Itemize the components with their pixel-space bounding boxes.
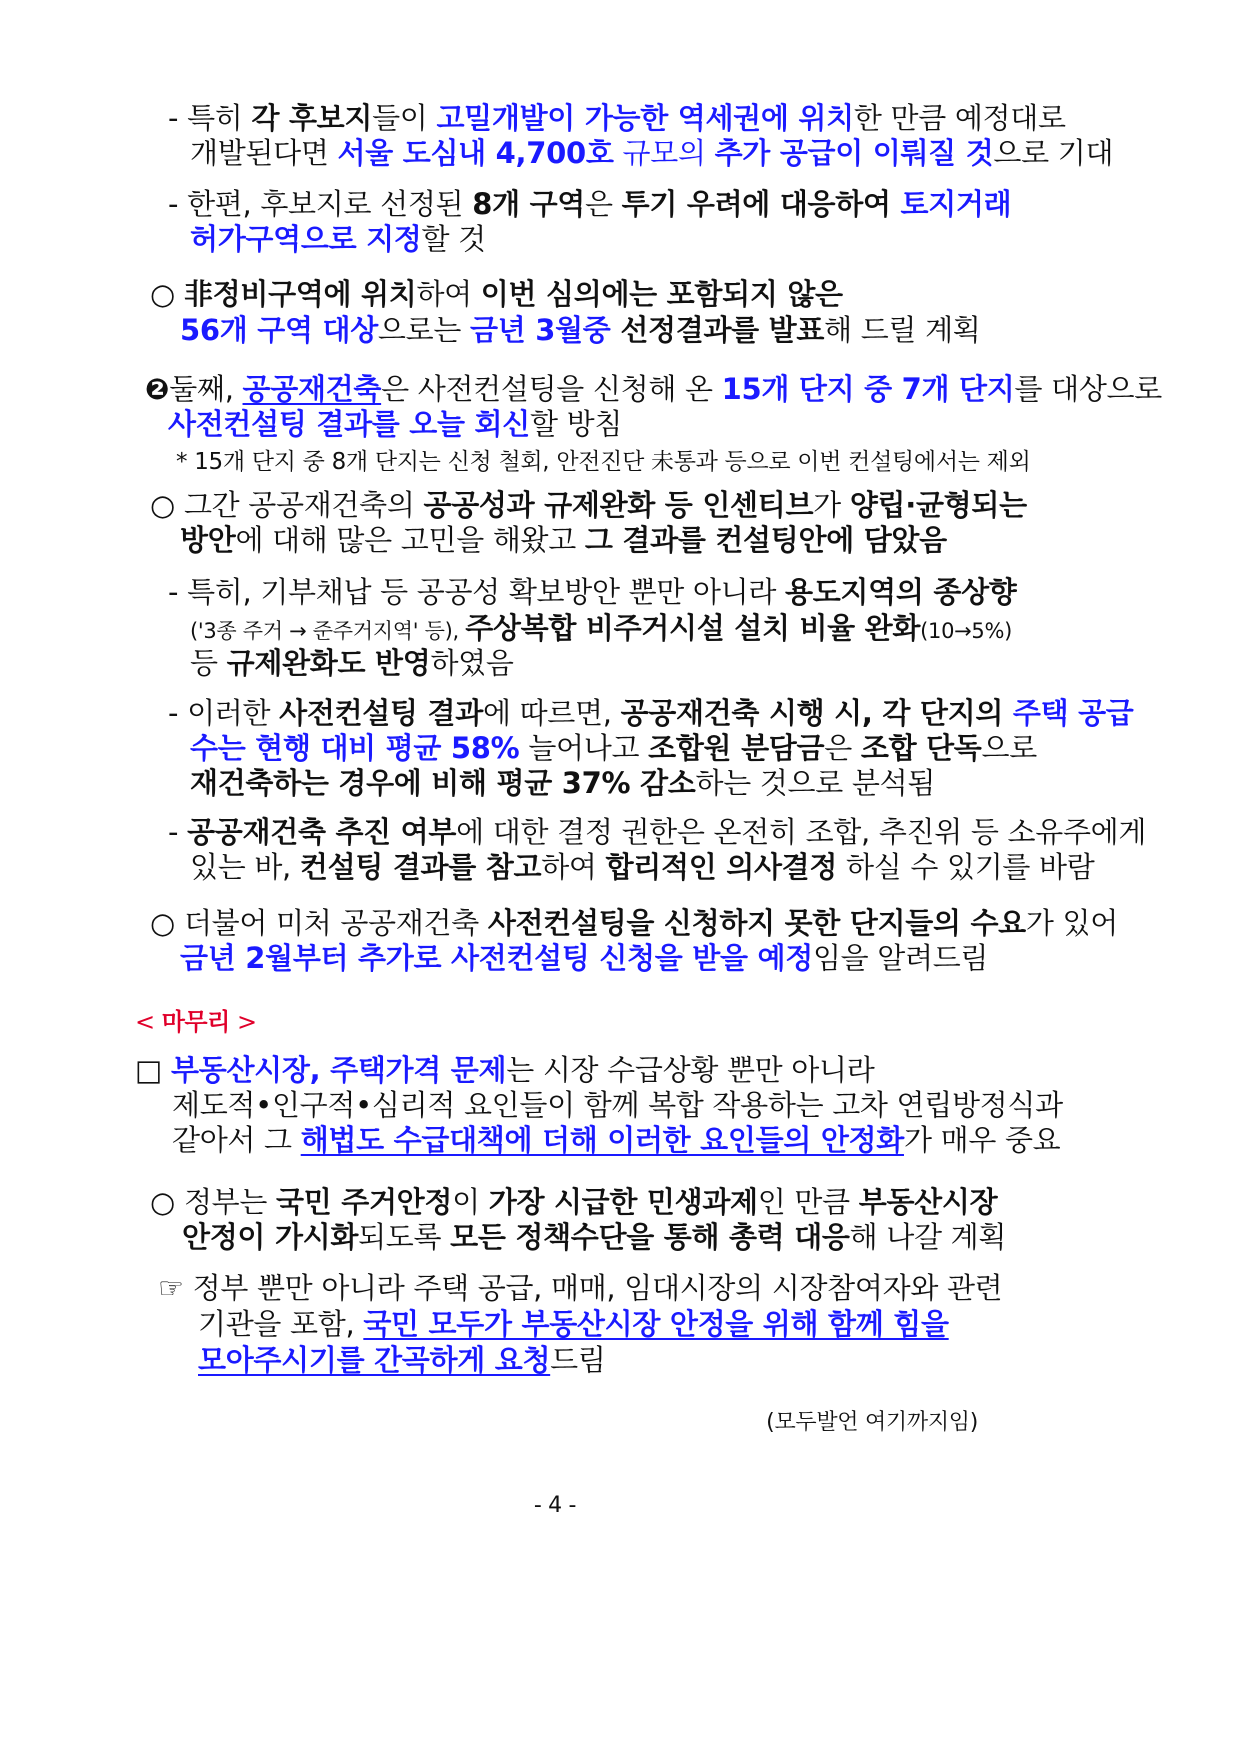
section-title: 마무리 <box>161 1008 230 1036</box>
text-bold: 투기 우려에 대응하여 <box>621 187 901 221</box>
text: 하여 <box>541 850 606 884</box>
text-bold: 국민 주거안정 <box>276 1185 453 1219</box>
text: - 이러한 <box>168 696 280 730</box>
text-bold: 모든 정책수단을 통해 총력 대응 <box>450 1220 850 1254</box>
p2-line1 <box>168 184 1011 224</box>
text-bold: 공공성과 규제완화 등 인센티브 <box>423 488 814 522</box>
text-blue: 서울 도심내 4,700호 <box>337 136 614 170</box>
p6-line1 <box>168 572 1017 612</box>
text: 인 만큼 <box>757 1185 859 1219</box>
square-bullet-icon: □ <box>135 1053 172 1087</box>
p7-line1 <box>168 693 1134 733</box>
text-blue: 토지거래 <box>900 187 1012 221</box>
text: - 특히 <box>168 101 252 135</box>
text: 할 방침 <box>529 407 623 441</box>
text-bold: 주상복합 비주거시설 설치 비율 완화 <box>465 611 921 645</box>
circle-bullet-icon: ○ <box>150 906 184 940</box>
text: 더불어 미처 공공재건축 <box>183 906 488 940</box>
text: 으로는 <box>377 313 470 347</box>
page-number: - 4 - <box>533 1493 577 1518</box>
text-bold: 그 결과를 컨설팅안에 담았음 <box>584 523 947 557</box>
text: 해 드릴 계획 <box>824 313 981 347</box>
text: 늘어나고 <box>519 731 649 765</box>
text-bold: 공공재건축 추진 여부 <box>187 815 457 849</box>
text: 둘째, <box>169 372 243 406</box>
text-bold: 이번 심의에는 포함되지 않은 <box>480 277 843 311</box>
p2-line2 <box>190 219 486 259</box>
text: 등 <box>190 646 227 680</box>
text: 는 시장 수급상황 뿐만 아니라 <box>506 1053 875 1087</box>
text: 가 있어 <box>1025 906 1118 940</box>
text: 이 <box>452 1185 489 1219</box>
number-2-icon: ❷ <box>145 372 170 406</box>
text: - 특히, 기부채납 등 공공성 확보방안 뿐만 아니라 <box>168 575 785 609</box>
text-bold: 사전컨설팅 결과 <box>279 696 483 730</box>
text-bold: 규제완화도 반영 <box>226 646 431 680</box>
text: 기관을 포함, <box>198 1307 364 1341</box>
text: 가 <box>813 488 850 522</box>
p7-line2 <box>190 728 1037 768</box>
text: 하는 것으로 분석됨 <box>695 766 936 800</box>
pointing-hand-icon: ☞ <box>158 1271 193 1305</box>
text-bold: 용도지역의 종상향 <box>785 575 1017 609</box>
text: 할 것 <box>421 222 486 256</box>
text: 되도록 <box>358 1220 451 1254</box>
text-blue-underline: 해법도 수급대책에 더해 이러한 요인들의 안정화 <box>300 1123 904 1157</box>
text-bold: 조합원 분담금 <box>648 731 825 765</box>
text-small: ('3종 주거 → 준주거지역' 등), <box>190 619 466 643</box>
circle-bullet-icon: ○ <box>150 1185 184 1219</box>
text: 하여 <box>416 277 481 311</box>
text: 개발된다면 <box>190 136 338 170</box>
text-small: (10→5%) <box>920 619 1013 643</box>
text-blue: 15개 단지 중 7개 단지 <box>721 372 1015 406</box>
text-blue: 금년 2월부터 추가로 사전컨설팅 신청을 받을 예정 <box>180 941 813 975</box>
text-bold: 방안 <box>180 523 236 557</box>
text: 은 사전컨설팅을 신청해 온 <box>381 372 722 406</box>
text-bold: 각 후보지 <box>251 101 373 135</box>
p3-line1 <box>150 274 843 314</box>
text: 은 <box>824 731 861 765</box>
text-bold: 공공재건축 시행 시, 각 단지의 <box>620 696 1013 730</box>
p5-line2 <box>180 520 947 560</box>
text-bold: 선정결과를 발표 <box>620 313 825 347</box>
p4-line2 <box>168 404 622 444</box>
text-blue: 주택 공급 <box>1012 696 1134 730</box>
text-blue-underline: 국민 모두가 부동산시장 안정을 위해 함께 힘을 <box>363 1307 949 1341</box>
p10-line3 <box>172 1120 1060 1160</box>
section-heading <box>135 1007 257 1037</box>
p12-line2 <box>198 1304 949 1344</box>
text: 를 대상으로 <box>1014 372 1162 406</box>
bracket: > <box>229 1008 257 1036</box>
text-blue: 금년 3월중 <box>469 313 621 347</box>
p12-line1 <box>158 1268 1002 1308</box>
text: - <box>168 815 188 849</box>
text-blue: 56개 구역 대상 <box>180 313 378 347</box>
p11-line2 <box>182 1217 1006 1257</box>
text-blue: 부동산시장, 주택가격 문제 <box>171 1053 507 1087</box>
p6-line3 <box>190 643 514 683</box>
p8-line1 <box>168 812 1146 852</box>
text-bold: 양립·균형되는 <box>849 488 1027 522</box>
text-blue: 수는 현행 대비 평균 58% <box>190 731 520 765</box>
p12-line3 <box>198 1340 606 1380</box>
text-bold: 합리적인 의사결정 <box>605 850 838 884</box>
text: 하실 수 있기를 바람 <box>837 850 1095 884</box>
text: 으로 <box>981 731 1037 765</box>
text: 에 따르면, <box>482 696 621 730</box>
p5-line1 <box>150 485 1027 525</box>
text-bold: 非정비구역에 위치 <box>183 277 417 311</box>
text-blue: 사전컨설팅 결과를 오늘 회신 <box>168 407 530 441</box>
p9-line2 <box>180 938 988 978</box>
p8-line2 <box>190 847 1094 887</box>
text: 임을 알려드림 <box>812 941 989 975</box>
text: 정부는 <box>183 1185 276 1219</box>
text-blue: 규모의 <box>613 136 715 170</box>
text: 에 대한 결정 권한은 온전히 조합, 추진위 등 소유주에게 <box>456 815 1147 849</box>
text-bold: 부동산시장 <box>858 1185 998 1219</box>
text: 은 <box>585 187 622 221</box>
p1-line2 <box>190 133 1113 173</box>
text: 드림 <box>550 1343 606 1377</box>
closing-remark: (모두발언 여기까지임) <box>766 1410 978 1435</box>
circle-bullet-icon: ○ <box>150 488 184 522</box>
bracket: < <box>135 1008 162 1036</box>
text: 에 대해 많은 고민을 해왔고 <box>235 523 585 557</box>
text: 들이 <box>372 101 437 135</box>
p4-line1 <box>145 369 1162 409</box>
text-bold: 안정이 가시화 <box>182 1220 359 1254</box>
text: 정부 뿐만 아니라 주택 공급, 매매, 임대시장의 시장참여자와 관련 <box>192 1271 1003 1305</box>
p1-line1 <box>168 98 1066 138</box>
text: - 한편, 후보지로 선정된 <box>168 187 473 221</box>
text: 그간 공공재건축의 <box>183 488 424 522</box>
p10-line1 <box>135 1050 874 1090</box>
text-bold: 조합 단독 <box>860 731 982 765</box>
text: 같아서 그 <box>172 1123 301 1157</box>
text: 으로 기대 <box>993 136 1114 170</box>
text-bold: 가장 시급한 민생과제 <box>488 1185 758 1219</box>
p3-line2 <box>180 310 981 350</box>
text: 한 만큼 예정대로 <box>853 101 1066 135</box>
text-blue-underline: 공공재건축 <box>242 372 382 406</box>
text-blue: 고밀개발이 가능한 역세권에 위치 <box>436 101 854 135</box>
p9-line1 <box>150 903 1118 943</box>
text: 가 매우 중요 <box>903 1123 1061 1157</box>
text-bold: 재건축하는 경우에 비해 평균 37% 감소 <box>190 766 696 800</box>
p11-line1 <box>150 1182 997 1222</box>
text-bold: 컨설팅 결과를 참고 <box>299 850 542 884</box>
text-bold: 8개 구역 <box>472 187 586 221</box>
text: 하였음 <box>430 646 514 680</box>
p4-footnote: * 15개 단지 중 8개 단지는 신청 철회, 안전진단 未통과 등으로 이번 컨설팅에서는 제외 <box>176 449 1031 475</box>
text-bold: 사전컨설팅을 신청하지 못한 단지들의 수요 <box>487 906 1026 940</box>
text: 있는 바, <box>190 850 300 884</box>
text: 해 나갈 계획 <box>849 1220 1007 1254</box>
text-blue-underline: 모아주시기를 간곡하게 요청 <box>198 1343 551 1377</box>
text-blue: 추가 공급이 이뤄질 것 <box>714 136 994 170</box>
p10-line2: 제도적•인구적•심리적 요인들이 함께 복합 작용하는 고차 연립방정식과 <box>172 1088 1063 1122</box>
circle-bullet-icon: ○ <box>150 277 184 311</box>
p7-line3 <box>190 763 935 803</box>
text-blue: 허가구역으로 지정 <box>190 222 422 256</box>
